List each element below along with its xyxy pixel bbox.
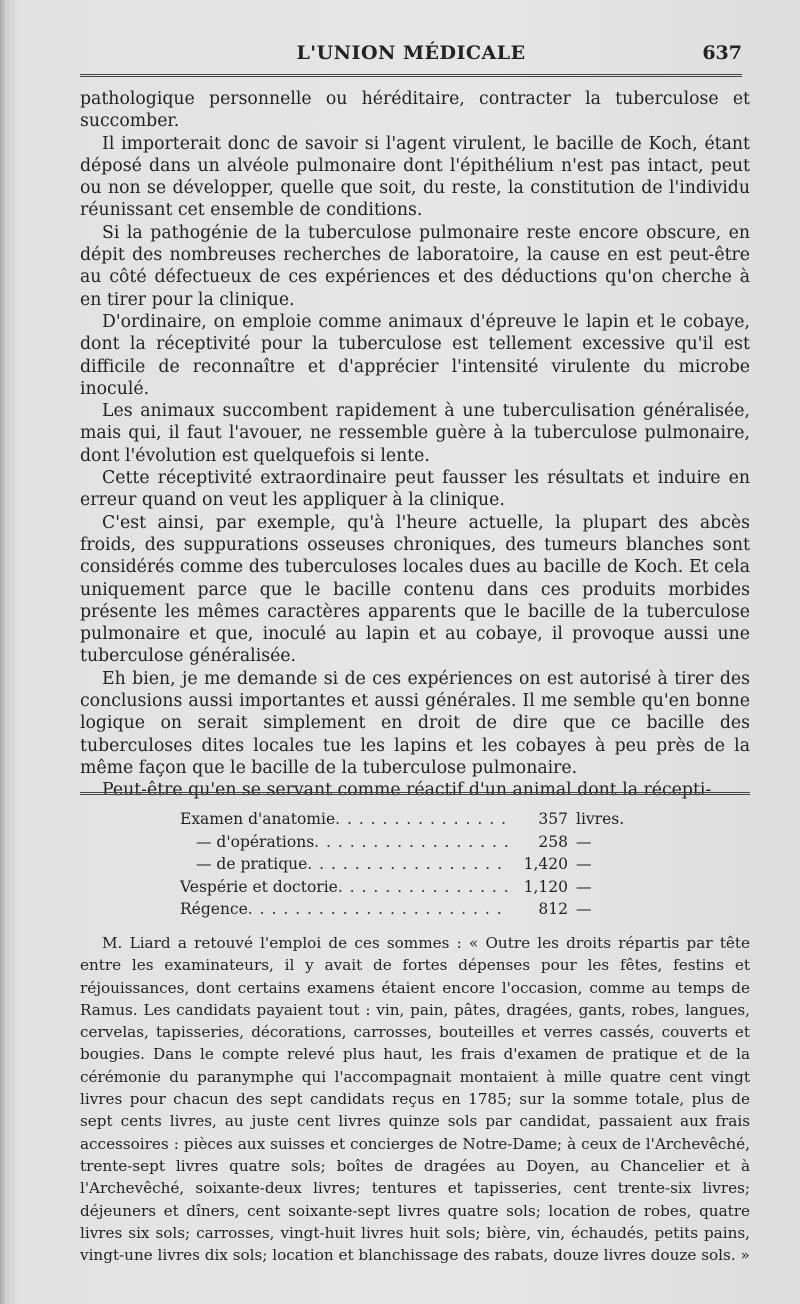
row-label: — de pratique xyxy=(196,855,308,873)
paragraph: Eh bien, je me demande si de ces expériences on est autorisé à tirer des conclusions aussi importantes et aussi générales. Il me semble qu'en bonne logique on serait simplement en droit de dire que ce bacille des tuberculoses dites locales tue les lapins et les cobayes à peu près de la même façon que le bacille de la tuberculose pulmonaire. xyxy=(80,668,750,778)
footnote-text: M. Liard a retouvé l'emploi de ces sommes : « Outre les droits répartis par tête entre les examinateurs, il y avait de fortes dépenses pour les fêtes, festins et réjouissances, dont certains examens étaient encore l'occasion, comme au temps de Ramus. Les candidats payaient tout : vin, pain, pâtes, dragées, gants, robes, langues, cervelas, tapisseries, décorations, carrosses, bouteilles et verres cassés, couverts et bougies. Dans le compte relevé plus haut, les frais d'examen de pratique et de la cérémonie du paranymphe qui l'accompagnait montaient à mille quatre cent vingt livres pour chacun des sept candidats reçus en 1785; sur la somme totale, plus de sept cents livres, au juste cent livres quinze sols par candidat, passaient aux frais accessoires : pièces aux suisses et concierges de Notre-Dame; à ceux de l'Archevêché, trente-sept livres quatre sols; boîtes de dragées au Doyen, au Chancelier et à l'Archevêché, soixante-deux livres; tentures et tapisseries, cent trente-six livres; déjeuners et dîners, cent soixante-sept livres quatre sols; location de robes, quatre livres six sols; carrosses, vingt-huit livres huit sols; bière, vin, échaudés, petits pains, vingt-une livres dix sols; location et blanchissage des rabats, douze livres douze sols. » xyxy=(80,934,750,1265)
paragraph: D'ordinaire, on emploie comme animaux d'épreuve le lapin et le cobaye, dont la réceptivité pour la tuberculose est tellement excessive qu'il est difficile de reconnaître et d'apprécier l'intensité virulente du microbe inoculé. xyxy=(80,311,750,399)
row-label: — d'opérations xyxy=(196,832,315,851)
row-unit: — xyxy=(576,900,592,918)
paragraph: C'est ainsi, par exemple, qu'à l'heure actuelle, la plupart des abcès froids, des suppurations osseuses chroniques, des tumeurs blanches sont considérés comme des tuberculoses locales dues au bacille de Koch. Et cela uniquement parce que le bacille contenu dans ces produits morbides présente les mêmes caractères apparents que le bacille de la tuberculose pulmonaire et que, inoculé au lapin et au cobaye, il provoque aussi une tuberculose généralisée. xyxy=(80,512,750,667)
footnote xyxy=(80,932,750,1266)
paragraph: pathologique personnelle ou héréditaire, contracter la tuberculose et succomber. xyxy=(80,89,750,132)
body-text xyxy=(80,88,750,802)
paragraph: Cette réceptivité extraordinaire peut fausser les résultats et induire en erreur quand on veut les appliquer à la clinique. xyxy=(80,468,750,511)
row-amount: 812 xyxy=(538,900,568,918)
page-header xyxy=(80,42,742,77)
fees-table xyxy=(180,808,640,921)
leader-dots xyxy=(248,898,508,921)
leader-dots xyxy=(338,876,508,899)
row-unit: — xyxy=(576,855,592,873)
table-row xyxy=(180,853,640,876)
paragraph: Il importerait donc de savoir si l'agent virulent, le bacille de Koch, étant déposé dans un alvéole pulmonaire dont l'épithélium n'est pas intact, peut ou non se développer, quelle que soit, du reste, la constitution de l'individu réunissant cet ensemble de conditions. xyxy=(80,133,750,221)
paragraph: Peut-être qu'en se servant comme réactif d'un animal dont la récepti- xyxy=(102,780,712,801)
leader-dots xyxy=(335,808,508,831)
leader-dots xyxy=(314,831,508,854)
paragraph: Les animaux succombent rapidement à une tuberculisation généralisée, mais qui, il faut l'avouer, ne ressemble guère à la tuberculose pulmonaire, dont l'évolution est quelquefois si lente. xyxy=(80,401,750,466)
row-unit: — xyxy=(576,877,592,896)
table-row xyxy=(180,808,640,831)
table-row xyxy=(180,898,640,921)
row-label: Régence xyxy=(180,900,248,918)
row-unit: — xyxy=(576,832,592,851)
footnote-divider xyxy=(80,792,750,795)
row-amount: 1,120 xyxy=(523,877,568,896)
running-title: L'UNION MÉDICALE xyxy=(296,42,526,64)
row-unit: livres. xyxy=(576,810,625,828)
row-label: Vespérie et doctorie xyxy=(180,877,338,896)
table-row xyxy=(180,831,640,854)
leader-dots xyxy=(307,853,508,876)
page-number: 637 xyxy=(702,42,742,64)
row-amount: 258 xyxy=(538,832,568,851)
row-amount: 1,420 xyxy=(523,855,568,873)
table-row xyxy=(180,876,640,899)
row-label: Examen d'anatomie xyxy=(180,810,336,828)
paragraph: Si la pathogénie de la tuberculose pulmonaire reste encore obscure, en dépit des nombreuses recherches de laboratoire, la cause en est peut-être au côté défectueux de ces expériences et des déductions qu'on cherche à en tirer pour la clinique. xyxy=(80,222,750,310)
row-amount: 357 xyxy=(538,810,568,828)
